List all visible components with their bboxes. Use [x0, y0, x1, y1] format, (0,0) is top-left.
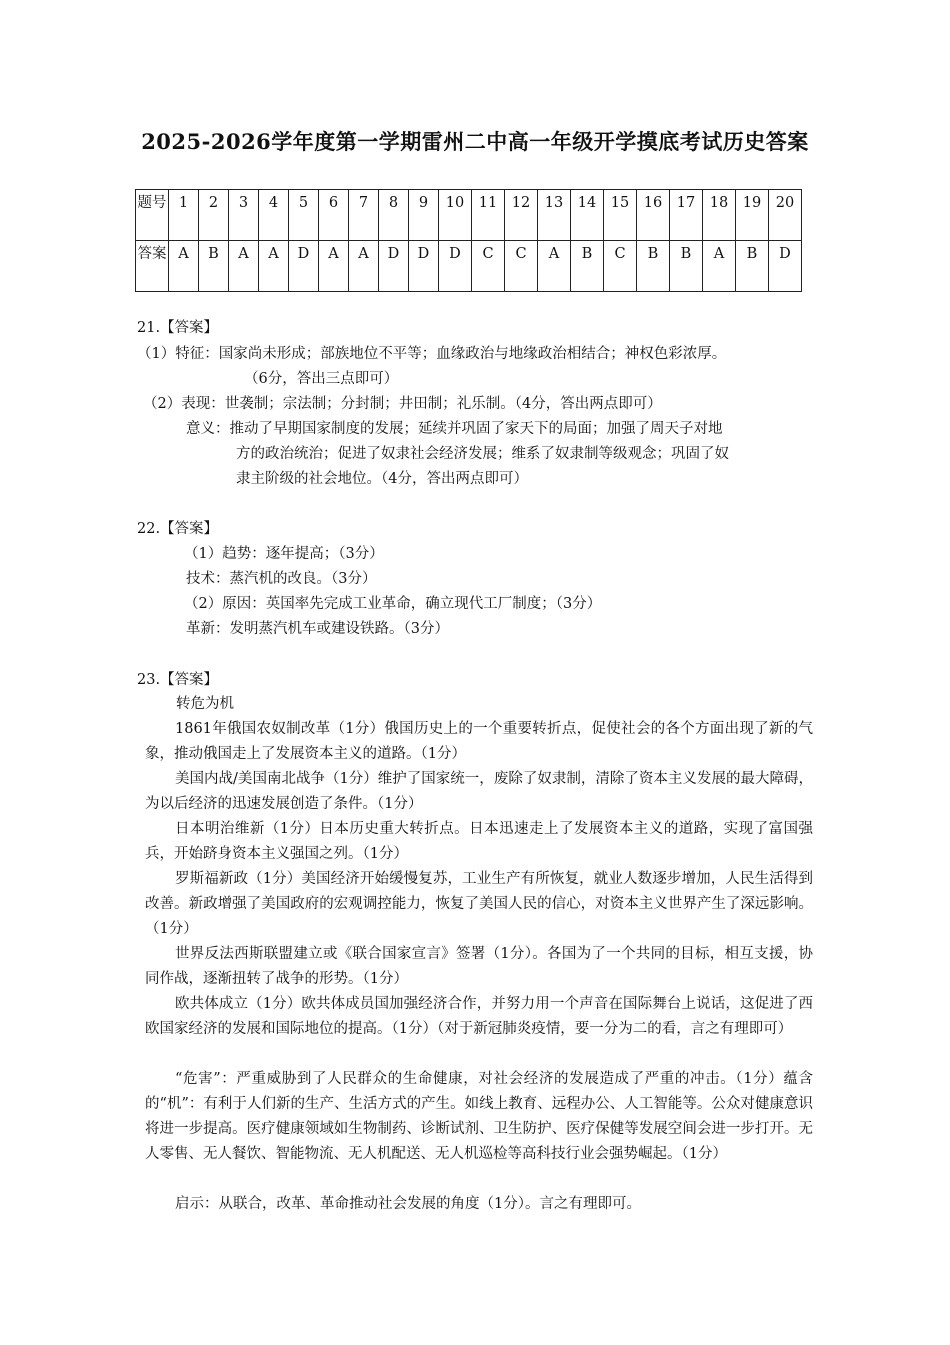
answer-cell: D	[289, 241, 319, 292]
question-number: 10	[439, 190, 472, 241]
question-number-row	[136, 190, 802, 241]
q22-line: 技术：蒸汽机的改良。（3分）	[186, 571, 377, 587]
q23-paragraph: 美国内战/美国南北战争（1分）维护了国家统一，废除了奴隶制，清除了资本主义发展的最大障碍，为以后经济的迅速发展创造了条件。（1分）	[145, 771, 813, 812]
q23-paragraph: 1861年俄国农奴制改革（1分）俄国历史上的一个重要转折点，促使社会的各个方面出现了新的气象，推动俄国走上了发展资本主义的道路。（1分）	[145, 721, 813, 762]
answer-cell: C	[505, 241, 538, 292]
question-number: 18	[703, 190, 736, 241]
answer-cell: A	[229, 241, 259, 292]
question-number: 13	[538, 190, 571, 241]
answer-cell: A	[259, 241, 289, 292]
q22-line: 革新：发明蒸汽机车或建设铁路。（3分）	[186, 621, 449, 637]
question-number: 5	[289, 190, 319, 241]
question-number: 6	[319, 190, 349, 241]
answer-cell: C	[604, 241, 637, 292]
q21-line: （1）特征：国家尚未形成；部族地位不平等；血缘政治与地缘政治相结合；神权色彩浓厚。	[137, 346, 727, 362]
question-number: 2	[199, 190, 229, 241]
question-number: 3	[229, 190, 259, 241]
question-number: 16	[637, 190, 670, 241]
question-number: 9	[409, 190, 439, 241]
q23-topic: 转危为机	[176, 696, 234, 712]
question-number: 7	[349, 190, 379, 241]
q22-line: （1）趋势：逐年提高；（3分）	[184, 546, 384, 562]
answer-cell: D	[379, 241, 409, 292]
q23-paragraph: 日本明治维新（1分）日本历史重大转折点。日本迅速走上了发展资本主义的道路，实现了富国强兵，开始跻身资本主义强国之列。（1分）	[145, 821, 813, 862]
answer-row	[136, 241, 802, 292]
answer-cell: B	[571, 241, 604, 292]
question-number: 1	[169, 190, 199, 241]
answer-cell: B	[637, 241, 670, 292]
q21-line: （6分，答出三点即可）	[244, 371, 399, 387]
answer-cell: B	[736, 241, 769, 292]
answer-cell: D	[439, 241, 472, 292]
question-number: 17	[670, 190, 703, 241]
question-number: 8	[379, 190, 409, 241]
q21-line: 意义：推动了早期国家制度的发展；延续并巩固了家天下的局面；加强了周天子对地	[186, 421, 723, 437]
question-number: 11	[472, 190, 505, 241]
answer-cell: D	[409, 241, 439, 292]
q21-line: 隶主阶级的社会地位。（4分，答出两点即可）	[236, 471, 528, 487]
q23-paragraph: 罗斯福新政（1分）美国经济开始缓慢复苏，工业生产有所恢复，就业人数逐步增加，人民生活得到改善。新政增强了美国政府的宏观调控能力，恢复了美国人民的信心，对资本主义世界产生了深远影响。（1分）	[145, 871, 813, 937]
answer-cell: A	[703, 241, 736, 292]
question-number: 19	[736, 190, 769, 241]
answer-cell: A	[349, 241, 379, 292]
answer-cell: A	[538, 241, 571, 292]
page-title: 2025-2026学年度第一学期雷州二中高一年级开学摸底考试历史答案	[141, 129, 809, 154]
question-number: 12	[505, 190, 538, 241]
answer-cell: A	[319, 241, 349, 292]
q23-paragraph: 世界反法西斯联盟建立或《联合国家宣言》签署（1分）。各国为了一个共同的目标，相互支援，协同作战，逐渐扭转了战争的形势。（1分）	[145, 946, 813, 987]
q21-heading: 21.【答案】	[137, 320, 219, 336]
q21-line: （2）表现：世袭制；宗法制；分封制；井田制；礼乐制。（4分，答出两点即可）	[143, 396, 662, 412]
question-number: 20	[769, 190, 802, 241]
q22-line: （2）原因：英国率先完成工业革命，确立现代工厂制度；（3分）	[184, 596, 602, 612]
row-label-question-number: 题号	[136, 190, 169, 241]
answer-cell: C	[472, 241, 505, 292]
answer-cell: D	[769, 241, 802, 292]
q23-paragraph: 欧共体成立（1分）欧共体成员国加强经济合作，并努力用一个声音在国际舞台上说话，这促进了西欧国家经济的发展和国际地位的提高。（1分）（对于新冠肺炎疫情，要一分为二的看，言之有理即可）	[145, 996, 813, 1037]
answer-cell: B	[670, 241, 703, 292]
answer-cell: A	[169, 241, 199, 292]
answer-cell: B	[199, 241, 229, 292]
question-number: 4	[259, 190, 289, 241]
q21-line: 方的政治统治；促进了奴隶社会经济发展；维系了奴隶制等级观念；巩固了奴	[236, 446, 729, 462]
q22-heading: 22.【答案】	[137, 521, 219, 537]
q23-paragraph: 启示：从联合，改革、革命推动社会发展的角度（1分）。言之有理即可。	[175, 1196, 641, 1212]
q23-paragraph: “危害”：严重威胁到了人民群众的生命健康，对社会经济的发展造成了严重的冲击。（1分）蕴含的“机”：有利于人们新的生产、生活方式的产生。如线上教育、远程办公、人工智能等。公众对健康意识将进一步提高。医疗健康领域如生物制药、诊断试剂、卫生防护、医疗保健等发展空间会进一步打开。无人零售、无人餐饮、智能物流、无人机配送、无人机巡检等高科技行业会强势崛起。（1分）	[145, 1071, 813, 1162]
question-number: 15	[604, 190, 637, 241]
answer-table	[135, 189, 802, 292]
q23-heading: 23.【答案】	[137, 672, 219, 688]
row-label-answer: 答案	[136, 241, 169, 292]
question-number: 14	[571, 190, 604, 241]
